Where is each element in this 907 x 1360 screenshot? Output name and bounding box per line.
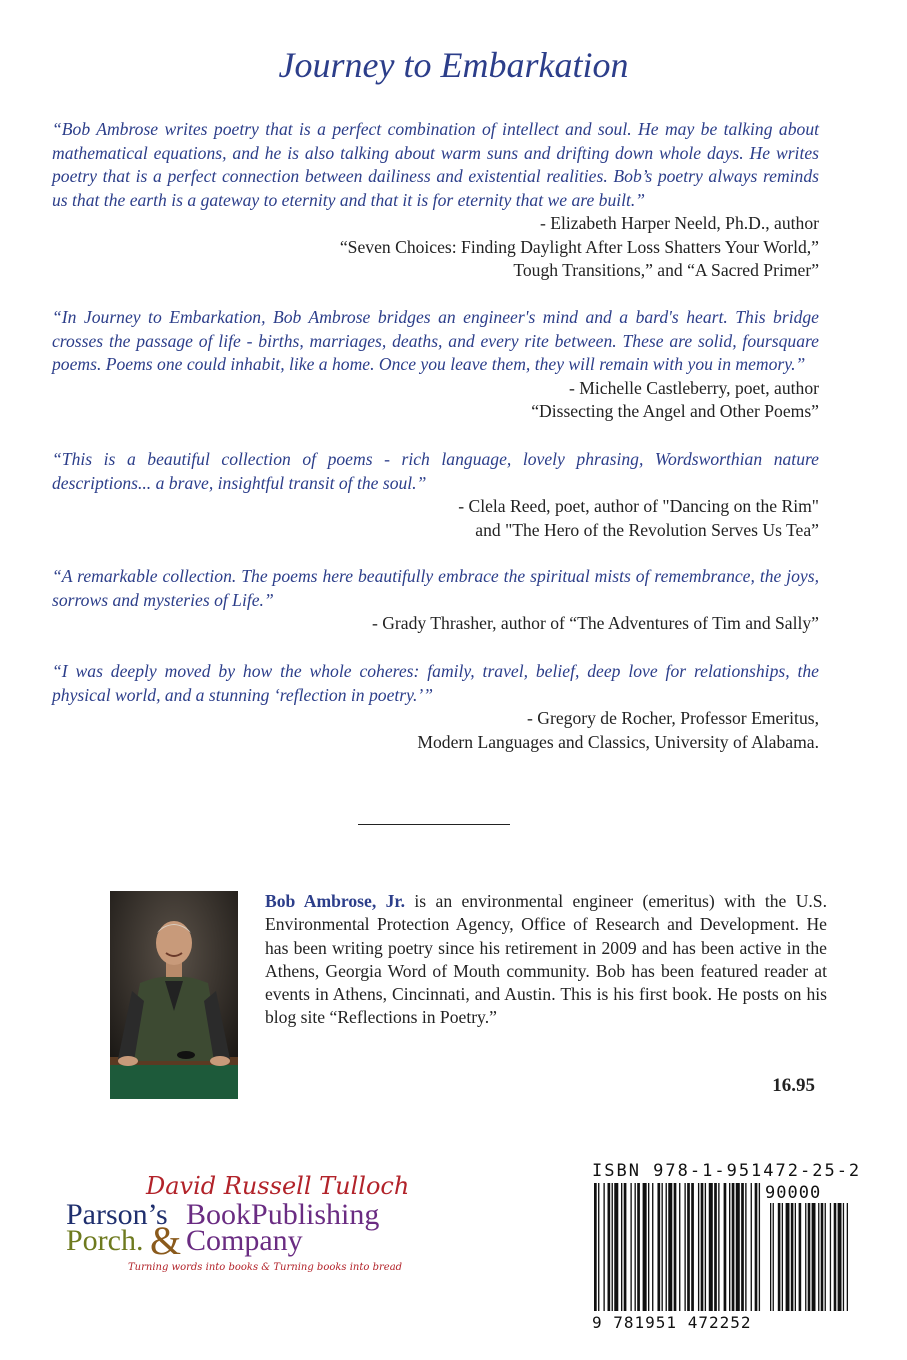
addon-bar [805, 1203, 806, 1311]
barcode-bar [691, 1183, 694, 1311]
barcode-bar [598, 1183, 599, 1311]
barcode-bar [745, 1183, 746, 1311]
blurb-quote: “I was deeply moved by how the whole coheres: family, travel, belief, deep love for relationships, the physical world, and a stunning ‘reflection in poetry.’” [52, 661, 819, 705]
blurb-quote: “This is a beautiful collection of poems - rich language, lovely phrasing, Wordsworthian nature descriptions... a brave, insightful transit of the soul.” [52, 449, 819, 493]
barcode-bar [666, 1183, 667, 1311]
barcode-bar [657, 1183, 660, 1311]
publisher-line2-right: Company [186, 1224, 303, 1257]
blurb-3 [52, 448, 819, 542]
addon-bar [770, 1203, 771, 1311]
barcode-bar [648, 1183, 649, 1311]
barcode-bar [662, 1183, 663, 1311]
addon-bar [812, 1203, 816, 1311]
blurb-attribution [52, 212, 819, 283]
barcode-bar [755, 1183, 758, 1311]
barcode-addon-digits: 90000 [765, 1183, 822, 1203]
attribution-line: and "The Hero of the Revolution Serves Us Tea” [475, 519, 819, 540]
barcode-bar [759, 1183, 760, 1311]
barcode-bar [718, 1183, 719, 1311]
ean-digits: 9 781951 472252 [592, 1313, 752, 1332]
publisher-script-name: David Russell Tulloch [146, 1172, 410, 1200]
addon-bar [843, 1203, 844, 1311]
publisher-line1-left: Parson’s [66, 1198, 168, 1231]
publisher-line2-left: Porch. [66, 1224, 144, 1257]
addon-bar [808, 1203, 811, 1311]
blurb-2 [52, 306, 819, 424]
addon-bar [773, 1203, 774, 1311]
blurb-attribution [52, 495, 819, 542]
barcode-bar [614, 1183, 618, 1311]
barcode-bar [714, 1183, 717, 1311]
addon-bar [778, 1203, 781, 1311]
attribution-line: - Michelle Castleberry, poet, author [569, 377, 819, 398]
attribution-line: “Seven Choices: Finding Daylight After Loss Shatters Your World,” [339, 236, 819, 257]
barcode-bar [705, 1183, 706, 1311]
barcode-bar [729, 1183, 730, 1311]
attribution-line: Tough Transitions,” and “A Sacred Primer” [513, 260, 819, 280]
blurb-attribution [52, 612, 819, 636]
publisher-tagline: Turning words into books & Turning books into bread [128, 1262, 403, 1273]
attribution-line: - Grady Thrasher, author of “The Adventures of Tim and Sally” [371, 613, 819, 633]
barcode-bar [736, 1183, 740, 1311]
book-title: Journey to Embarkation [278, 45, 629, 85]
addon-bar [834, 1203, 837, 1311]
blurb-quote: “A remarkable collection. The poems here beautifully embrace the spiritual mists of remembrance, the joys, sorrows and mysteries of Life.” [52, 566, 819, 610]
blurb-quote: “In Journey to Embarkation, Bob Ambrose bridges an engineer's mind and a bard's heart. This bridge crosses the passage of life - births, marriages, deaths, and every rite between. These are solid, foursquare poems. Poems one could inhabit, like a home. Once you leave them, they will remain with you in memory.” [52, 307, 819, 374]
barcode-bar [724, 1183, 727, 1311]
publisher-logo [66, 1164, 426, 1274]
addon-bar [847, 1203, 848, 1311]
addon-bar [825, 1203, 826, 1311]
addon-bar [786, 1203, 790, 1311]
addon-bar [795, 1203, 796, 1311]
barcode-bars [592, 1183, 852, 1333]
barcode-bar [709, 1183, 713, 1311]
barcode-bar [630, 1183, 631, 1311]
blurb-attribution [52, 707, 819, 754]
blurb-4 [52, 565, 819, 636]
attribution-line: - Elizabeth Harper Neeld, Ph.D., author [540, 213, 819, 233]
isbn-label: ISBN 978-1-951472-25-2 [592, 1161, 862, 1181]
barcode-bar [643, 1183, 647, 1311]
barcode-bar [741, 1183, 744, 1311]
barcode-bar [608, 1183, 611, 1311]
blurb-quote: “Bob Ambrose writes poetry that is a perfect combination of intellect and soul. He may be talking about mathematical equations, and he is also talking about warm suns and drifting down whole days. He writes poetry that is a perfect connection between dailiness and existential realities. Bob’s poetry always reminds us that the earth is a gateway to eternity and that it is for eternity that we are built.” [52, 119, 819, 210]
barcode-bar [621, 1183, 622, 1311]
attribution-line: “Dissecting the Angel and Other Poems” [531, 401, 819, 421]
barcode-bar [732, 1183, 735, 1311]
barcode-bar [684, 1183, 685, 1311]
attribution-line: - Gregory de Rocher, Professor Emeritus, [527, 708, 819, 728]
author-photo [110, 891, 238, 1099]
barcode-bar [687, 1183, 690, 1311]
barcode-bar [603, 1183, 604, 1311]
publisher-line1-right: BookPublishing [186, 1198, 380, 1231]
author-bio-text: is an environmental engineer (emeritus) with the U.S. Environmental Protection Agency, Office of Research and Development. He has been writing poetry since his retirement in 2009 and has been active in the Athens, Georgia Word of Mouth community. Bob has been featured reader at events in Athens, Cincinnati, and Austin. This is his first book. He posts on his blog site “Reflections in Poetry.” [265, 891, 827, 1028]
addon-bar [782, 1203, 783, 1311]
barcode-bar [679, 1183, 680, 1311]
addon-bar [791, 1203, 794, 1311]
barcode-bar [637, 1183, 640, 1311]
blurb-1 [52, 118, 819, 283]
addon-bar [821, 1203, 824, 1311]
barcode-bar [624, 1183, 627, 1311]
barcode-bar [698, 1183, 699, 1311]
author-name: Bob Ambrose, Jr. [265, 891, 405, 911]
author-bio [265, 890, 827, 1030]
attribution-line: Modern Languages and Classics, University of Alabama. [417, 731, 819, 752]
barcode-bar [668, 1183, 672, 1311]
blurb-5 [52, 660, 819, 754]
barcode-bar [674, 1183, 677, 1311]
barcode-bar [635, 1183, 636, 1311]
addon-bar [799, 1203, 802, 1311]
barcode-bar [612, 1183, 613, 1311]
addon-bar [818, 1203, 819, 1311]
barcode-bar [701, 1183, 704, 1311]
section-divider [358, 824, 510, 825]
attribution-line: - Clela Reed, poet, author of "Dancing on the Rim" [458, 496, 819, 516]
barcode-bar [751, 1183, 752, 1311]
barcode-bar [594, 1183, 597, 1311]
barcode-bar [652, 1183, 653, 1311]
publisher-ampersand: & [150, 1218, 182, 1263]
blurb-attribution [52, 377, 819, 424]
addon-bar [838, 1203, 842, 1311]
addon-bar [830, 1203, 831, 1311]
price: 16.95 [772, 1075, 815, 1096]
barcode [592, 1161, 862, 1341]
